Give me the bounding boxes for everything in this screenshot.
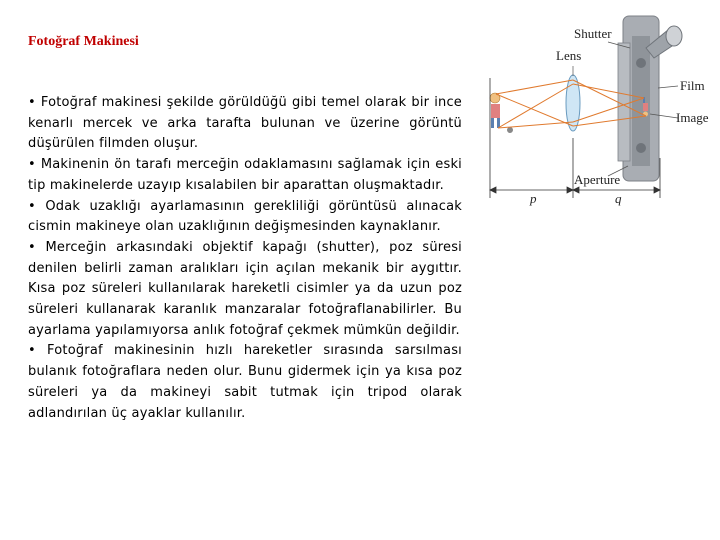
- paragraph-2: • Makinenin ön tarafı merceğin odaklamasını sağlamak için eski tip makinelerde uzayıp kısalabilen bir aparattan oluşmaktadır.: [28, 157, 462, 193]
- camera-body: [618, 16, 659, 181]
- page-title: Fotoğraf Makinesi: [28, 34, 139, 49]
- camera-diagram-svg: [478, 8, 718, 208]
- p-distance-label: p: [530, 191, 537, 206]
- paragraph-5: • Fotoğraf makinesinin hızlı hareketler sırasında sarsılması bulanık fotoğraflara neden olur. Bunu gidermek için ya kısa poz süreleri ya da makineyi sabit tutmak için tripod olarak adlandırılan üç ayaklar kullanılır.: [28, 343, 462, 421]
- q-distance-label: q: [615, 191, 622, 206]
- film-label: Film: [680, 78, 705, 93]
- image-label: Image: [676, 110, 709, 125]
- shutter-label: Shutter: [574, 26, 612, 41]
- paragraph-1: • Fotoğraf makinesi şekilde görüldüğü gibi temel olarak bir ince kenarlı mercek ve arka tarafta bulunan ve üzerine görüntü düşürülen filmden oluşur.: [28, 95, 462, 152]
- camera-diagram: [478, 8, 718, 208]
- body-text: [28, 93, 462, 424]
- aperture-label: Aperture: [574, 172, 621, 187]
- paragraph-4: • Merceğin arkasındaki objektif kapağı (shutter), poz süresi denilen belirli zaman aralıkları için açılan mekanik bir aygıttır. Kısa poz süreleri kullanılarak hareketli cisimler ya da uzun poz süreleri kullanarak karanlık manzaralar fotoğraflanabilirler. Bu ayarlama yapılamıyorsa anlık fotoğraf çekmek mümkün değildir.: [28, 239, 462, 338]
- lens-label: Lens: [556, 48, 582, 63]
- paragraph-3: • Odak uzaklığı ayarlamasının gerekliliği görüntüsü alınacak cismin makineye olan uzaklığının değişmesinden kaynaklanır.: [28, 198, 462, 235]
